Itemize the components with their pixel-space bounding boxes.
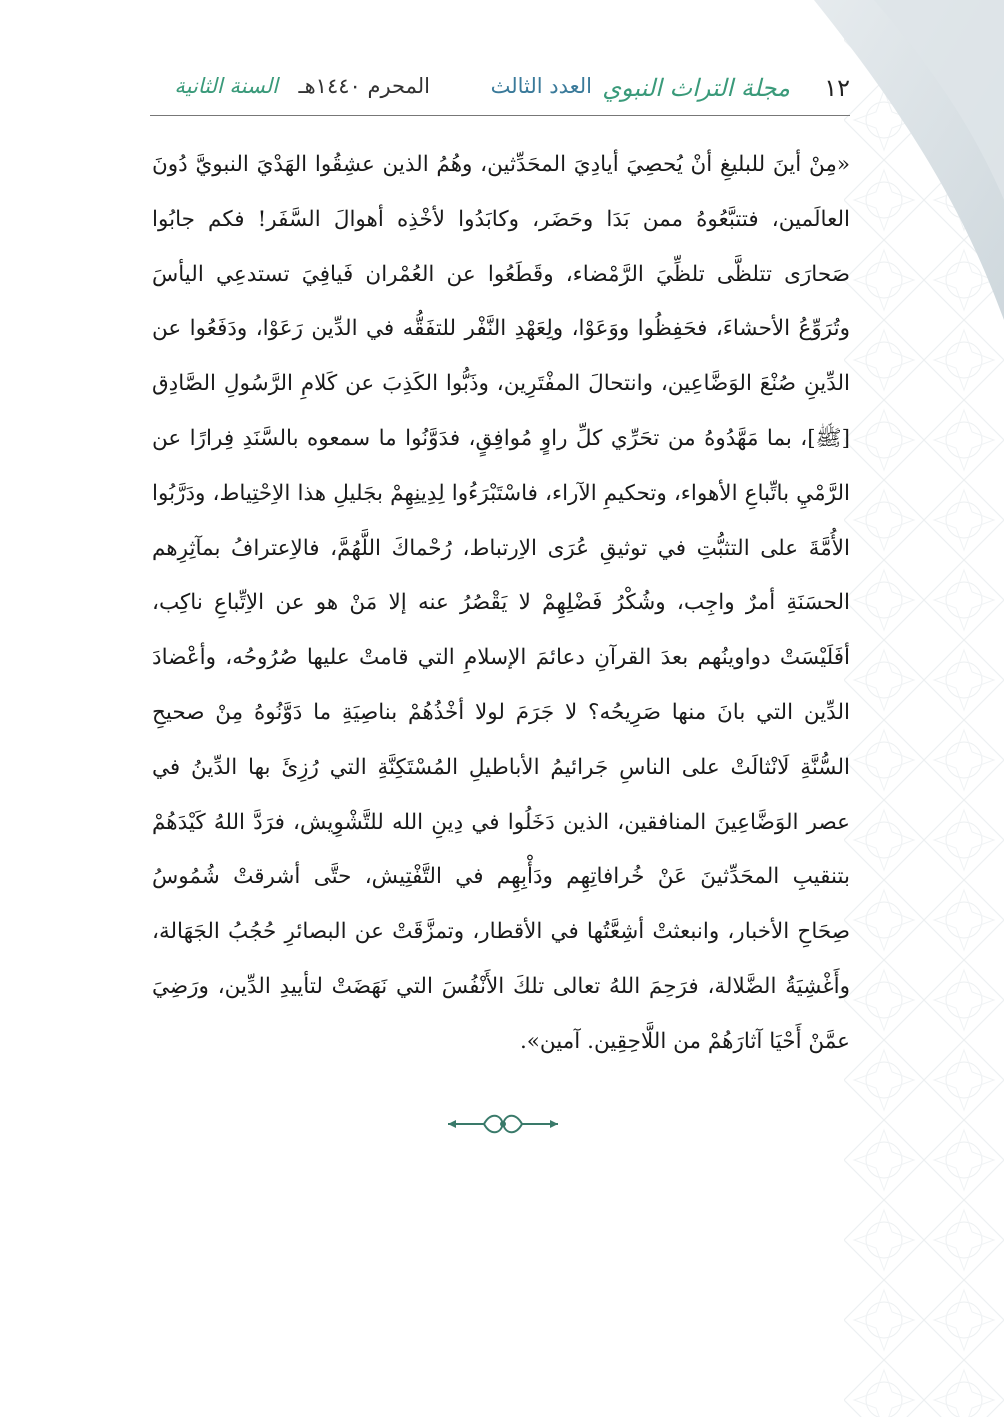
running-header (150, 68, 850, 112)
journal-name: مجلة التراث النبوي (602, 74, 790, 102)
issue-label: العدد الثالث (490, 74, 592, 98)
body-paragraph: «مِنْ أينَ للبليغِ أنْ يُحصِيَ أيادِيَ المحَدِّثين، وهُمُ الذين عشِقُوا الهَدْيَ النبويَّ دُونَ العالَمين، فتتبَّعُوهُ ممن بَدَا وحَضَر، وكابَدُوا لأخْذِه أهوالَ السَّفَر! فكم جابُوا صَحارَى تتلظَّى تلظِّيَ الرَّمْضاء، وقَطَعُوا عن العُمْران فَيافِيَ تستدعِي اليأسَ وتُرَوِّعُ الأحشاءَ، فحَفِظُوا ووَعَوْا، ولِعَهْدِ النَّفْر للتفَقُّه في الدِّين رَعَوْا، ودَفَعُوا عن الدِّينِ صُنْعَ الوَضَّاعِين، وانتحالَ المفْتَرِين، وذَبُّوا الكَذِبَ عن كَلامِ الرَّسُولِ الصَّادِق [ﷺ]، بما مَهَّدُوهُ من تحَرِّي كلِّ راوٍ مُوافِقٍ، فدَوَّنُوا ما سمعوه بالسَّنَدِ فِرارًا عن الرَّمْيِ باتِّباعِ الأهواء، وتحكيمِ الآراء، فاسْتَبْرَءُوا لِدِينِهِمْ بجَليلِ هذا الاِحْتِياط، ودَرَّبُوا الأُمَّةَ على التثبُّتِ في توثيقِ عُرَى الاِرتباط، رُحْماكَ اللَّهُمَّ، فالاِعترافُ بمآثِرِهم الحسَنَةِ أمرٌ واجِب، وشُكْرُ فَضْلِهِمْ لا يَقْصُرُ عنه إلا مَنْ هو عن الاِتِّباعِ ناكِب، أفَلَيْسَتْ دواوينُهم بعدَ القرآنِ دعائمَ الإسلامِ التي قامتْ عليها صُرُوحُه، وأعْضادَ الدِّين التي بانَ منها صَرِيحُه؟ لا جَرَمَ لولا أخْذُهُمْ بناصِيَةِ ما دَوَّنُوهُ مِنْ صحيحِ السُّنَّةِ لَانْثالَتْ على الناسِ جَرائيمُ الأباطيلِ المُسْتَكِنَّةِ التي رُزِئَ بها الدِّينُ في عصر الوَضَّاعِينَ المنافقين، الذين دَخَلُوا في دِينِ الله للتَّشْوِيش، فرَدَّ اللهُ كَيْدَهُمْ بتنقيبِ المحَدِّثينَ عَنْ خُرافاتِهِم ودَأْبِهِم في التَّفْتِيش، حتَّى أشرقتْ شُمُوسُ صِحَاحِ الأخبار، وانبعثتْ أشِعَّتُها في الأقطار، وتمزَّقَتْ عن البصائرِ حُجُبُ الجَهَالة، وأَغْشِيَةُ الضَّلالة، فرَحِمَ اللهُ تعالى تلكَ الأَنْفُسَ التي نَهَضَتْ لتأييدِ الدِّين، ورَضِيَ عمَّنْ أَحْيَا آثارَهُمْ من اللَّاحِقِين. آمين». (152, 152, 850, 1054)
volume-year: السنة الثانية (174, 74, 278, 98)
flourish-divider-icon (444, 1111, 562, 1137)
header-divider (150, 115, 850, 116)
issue-date: المحرم ١٤٤٠هـ (298, 74, 430, 98)
page-number: ١٢ (824, 74, 850, 102)
